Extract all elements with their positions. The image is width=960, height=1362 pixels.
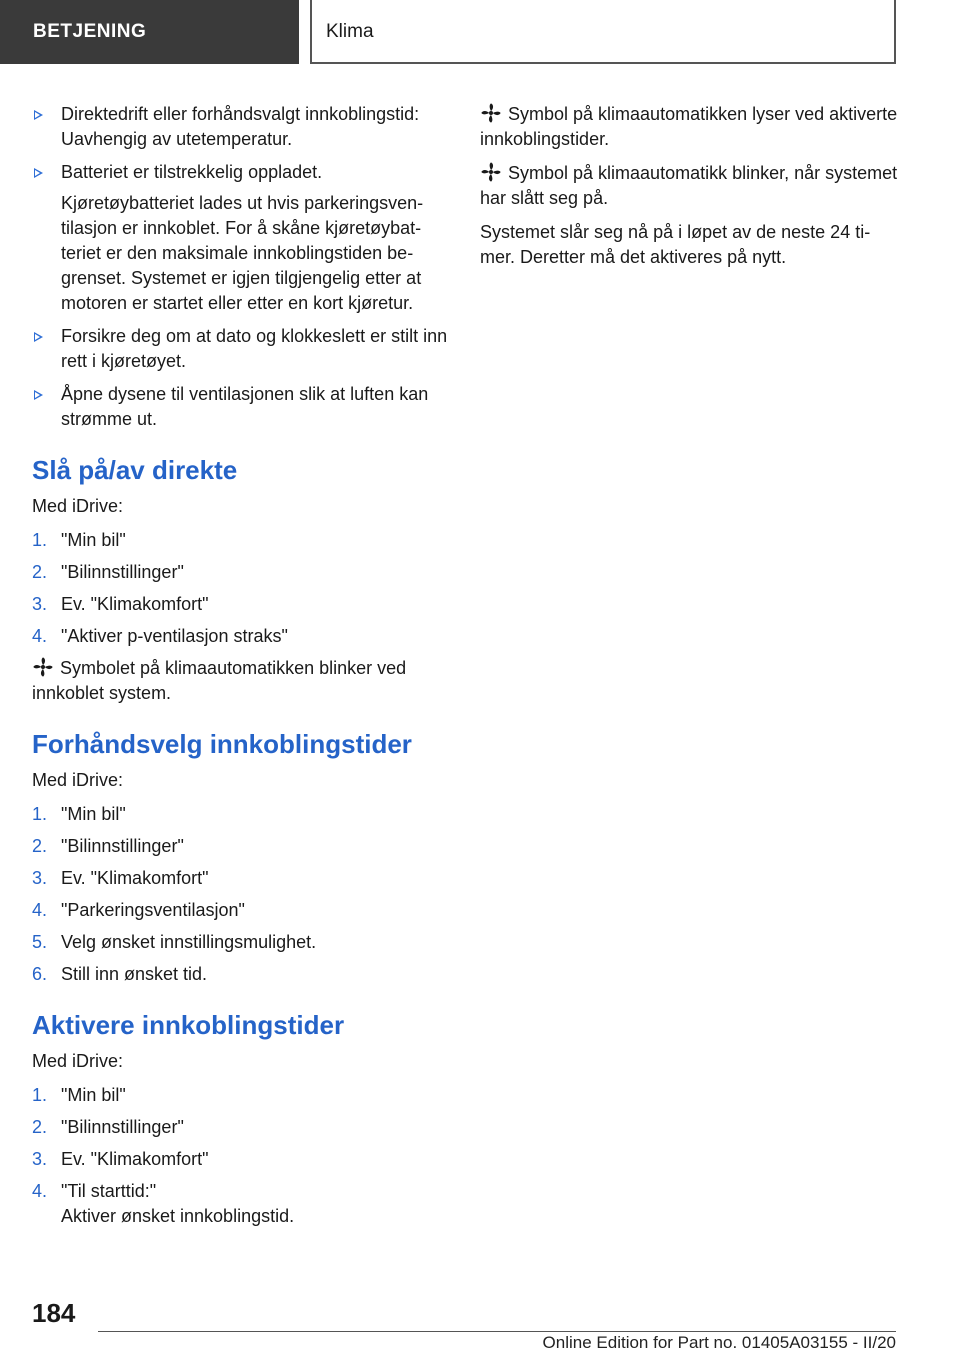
- section-intro: Med iDrive:: [32, 1051, 124, 1071]
- step-text: "Min bil": [61, 530, 126, 550]
- step-text: "Til starttid:": [61, 1181, 157, 1201]
- numbered-step: [32, 592, 450, 617]
- bullet-text: Åpne dysene til ventilasjonen slik at luften kan strømme ut.: [61, 384, 429, 429]
- fan-note-text: Symbol på klimaautomatikk blinker, når systemet har slått seg på.: [480, 163, 898, 208]
- paragraph: Systemet slår seg nå på i løpet av de neste 24 timer. Deretter må det aktiveres på nytt.: [480, 222, 871, 267]
- footer-edition-text: Online Edition for Part no. 01405A03155 - II/20: [542, 1333, 896, 1352]
- step-number: 5.: [32, 932, 48, 952]
- page-number: 184: [32, 1298, 76, 1328]
- header-section-label: BETJENING: [33, 21, 147, 42]
- step-subtext: Aktiver ønsket innkoblingstid.: [61, 1206, 295, 1226]
- fan-icon: [32, 656, 54, 678]
- numbered-step: [32, 528, 450, 553]
- header-chapter-tab: [310, 0, 896, 64]
- right-column: [480, 102, 898, 279]
- fan-note-text: Symbolet på klimaautomatikken blinker ved innkoblet system.: [32, 658, 407, 703]
- step-number: 1.: [32, 530, 48, 550]
- fan-icon: [480, 161, 502, 183]
- numbered-step: [32, 1179, 450, 1229]
- step-text: "Bilinnstillinger": [61, 562, 184, 582]
- numbered-step: [32, 1147, 450, 1172]
- step-text: "Min bil": [61, 1085, 126, 1105]
- section-heading: Slå på/av direkte: [32, 455, 238, 485]
- step-text: "Parkeringsventilasjon": [61, 900, 245, 920]
- fan-note: [32, 656, 450, 706]
- step-number: 3.: [32, 1149, 48, 1169]
- section-intro: Med iDrive:: [32, 496, 124, 516]
- bullet-item: [32, 160, 450, 185]
- step-number: 4.: [32, 1181, 48, 1201]
- step-number: 1.: [32, 804, 48, 824]
- step-number: 2.: [32, 836, 48, 856]
- step-text: "Min bil": [61, 804, 126, 824]
- step-text: Still inn ønsket tid.: [61, 964, 208, 984]
- header-section-tab: [0, 0, 299, 64]
- numbered-step: [32, 930, 450, 955]
- numbered-step: [32, 1115, 450, 1140]
- numbered-step: [32, 802, 450, 827]
- numbered-step: [32, 1083, 450, 1108]
- step-text: Ev. "Klimakomfort": [61, 868, 209, 888]
- bullet-subtext: Kjøretøybatteriet lades ut hvis parkeringsventilasjon er innkoblet. For å skåne kjøretøybatteriet er den maksimale innkoblingstiden begrenset. Systemet er igjen tilgjengelig etter at motoren er startet eller etter en kort kjøretur.: [61, 193, 424, 313]
- section-intro: Med iDrive:: [32, 770, 124, 790]
- fan-note-text: Symbol på klimaautomatikken lyser ved aktiverte innkoblingstider.: [480, 104, 898, 149]
- bullet-text: Forsikre deg om at dato og klokkeslett er stilt inn rett i kjøretøyet.: [61, 326, 448, 371]
- step-number: 2.: [32, 562, 48, 582]
- triangle-bullet-icon: [34, 110, 43, 120]
- numbered-step: [32, 898, 450, 923]
- header-chapter-label: Klima: [326, 21, 374, 42]
- section-heading: Aktivere innkoblingstider: [32, 1010, 345, 1040]
- numbered-step: [32, 560, 450, 585]
- section-heading: Forhåndsvelg innkoblingstider: [32, 729, 412, 759]
- fan-note: [480, 102, 898, 152]
- triangle-bullet-icon: [34, 390, 43, 400]
- triangle-bullet-icon: [34, 332, 43, 342]
- step-text: Ev. "Klimakomfort": [61, 1149, 209, 1169]
- numbered-step: [32, 866, 450, 891]
- step-text: "Bilinnstillinger": [61, 1117, 184, 1137]
- fan-icon: [480, 102, 502, 124]
- bullet-text: Direktedrift eller forhåndsvalgt innkoblingstid: Uavhengig av utetemperatur.: [61, 104, 420, 149]
- numbered-step: [32, 962, 450, 987]
- triangle-bullet-icon: [34, 168, 43, 178]
- step-text: Ev. "Klimakomfort": [61, 594, 209, 614]
- numbered-step: [32, 624, 450, 649]
- step-number: 6.: [32, 964, 48, 984]
- step-number: 4.: [32, 626, 48, 646]
- step-number: 2.: [32, 1117, 48, 1137]
- step-number: 1.: [32, 1085, 48, 1105]
- fan-note: [480, 161, 898, 211]
- step-text: "Bilinnstillinger": [61, 836, 184, 856]
- bullet-item: [32, 324, 450, 374]
- step-number: 4.: [32, 900, 48, 920]
- bullet-text: Batteriet er tilstrekkelig oppladet.: [61, 162, 323, 182]
- step-number: 3.: [32, 594, 48, 614]
- step-number: 3.: [32, 868, 48, 888]
- step-text: Velg ønsket innstillingsmulighet.: [61, 932, 317, 952]
- left-column: [32, 102, 450, 1236]
- bullet-item: [32, 382, 450, 432]
- numbered-step: [32, 834, 450, 859]
- bullet-item: [32, 102, 450, 152]
- step-text: "Aktiver p-ventilasjon straks": [61, 626, 288, 646]
